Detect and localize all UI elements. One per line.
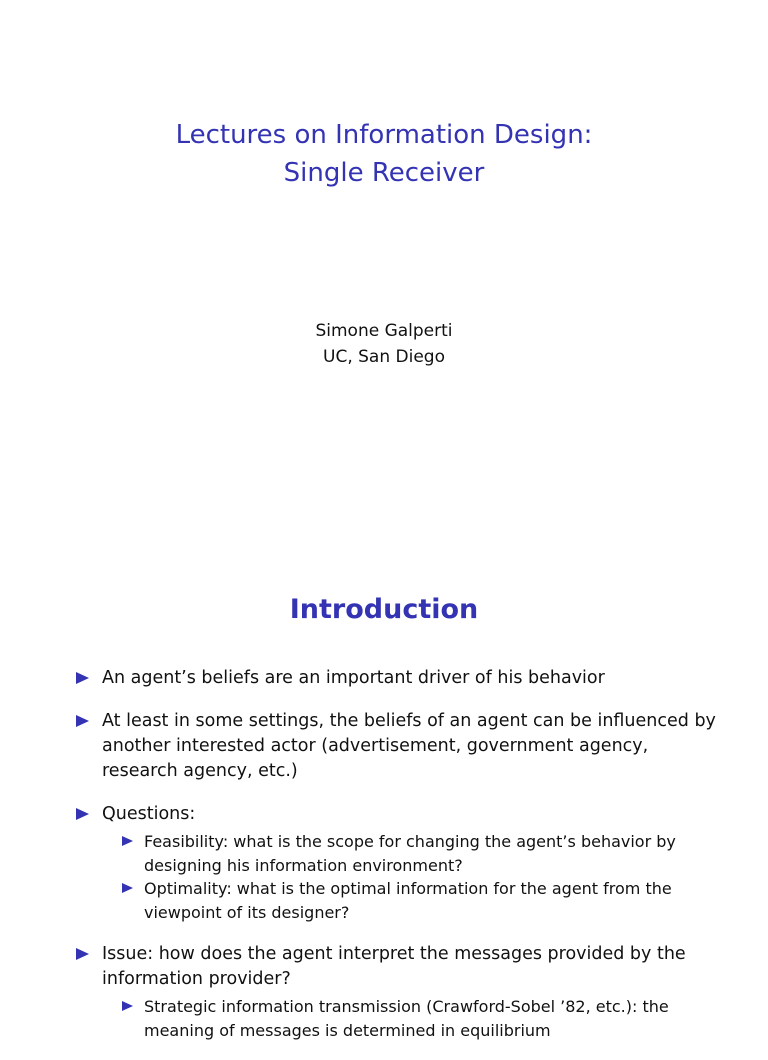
sub-bullet-text: Strategic information transmission (Crawford-Sobel ’82, etc.): the meaning of messages is determined in equilibrium [144, 997, 669, 1040]
sub-bullet-list [122, 995, 716, 1042]
bullet-item [76, 666, 716, 691]
sub-bullet-item [122, 877, 716, 924]
bullet-list [76, 666, 716, 1060]
author-block [0, 318, 768, 370]
bullet-item [76, 709, 716, 784]
bullet-text: Questions: [102, 804, 196, 824]
sub-bullet-item [122, 995, 716, 1042]
sub-bullet-list [122, 830, 716, 924]
title-line-1: Lectures on Information Design: [175, 120, 593, 150]
triangle-bullet-icon [76, 808, 89, 820]
bullet-text: At least in some settings, the beliefs of an agent can be influenced by another interested actor (advertisement, government agency, research agency, etc.) [102, 711, 716, 781]
bullet-text: Issue: how does the agent interpret the messages provided by the information provider? [102, 944, 686, 989]
triangle-bullet-icon [122, 1001, 133, 1011]
author-affiliation: UC, San Diego [323, 347, 445, 367]
sub-bullet-text: Feasibility: what is the scope for changing the agent’s behavior by designing his information environment? [144, 832, 676, 875]
triangle-bullet-icon [76, 672, 89, 684]
triangle-bullet-icon [122, 883, 133, 893]
bullet-item [76, 942, 716, 1042]
author-name: Simone Galperti [315, 321, 453, 341]
bullet-item [76, 802, 716, 924]
triangle-bullet-icon [76, 715, 89, 727]
triangle-bullet-icon [76, 948, 89, 960]
slide-title [0, 116, 768, 192]
title-line-2: Single Receiver [283, 158, 485, 188]
section-heading: Introduction [289, 594, 479, 625]
sub-bullet-text: Optimality: what is the optimal information for the agent from the viewpoint of its designer? [144, 879, 672, 922]
sub-bullet-item [122, 830, 716, 877]
bullet-text: An agent’s beliefs are an important driver of his behavior [102, 668, 605, 688]
triangle-bullet-icon [122, 836, 133, 846]
